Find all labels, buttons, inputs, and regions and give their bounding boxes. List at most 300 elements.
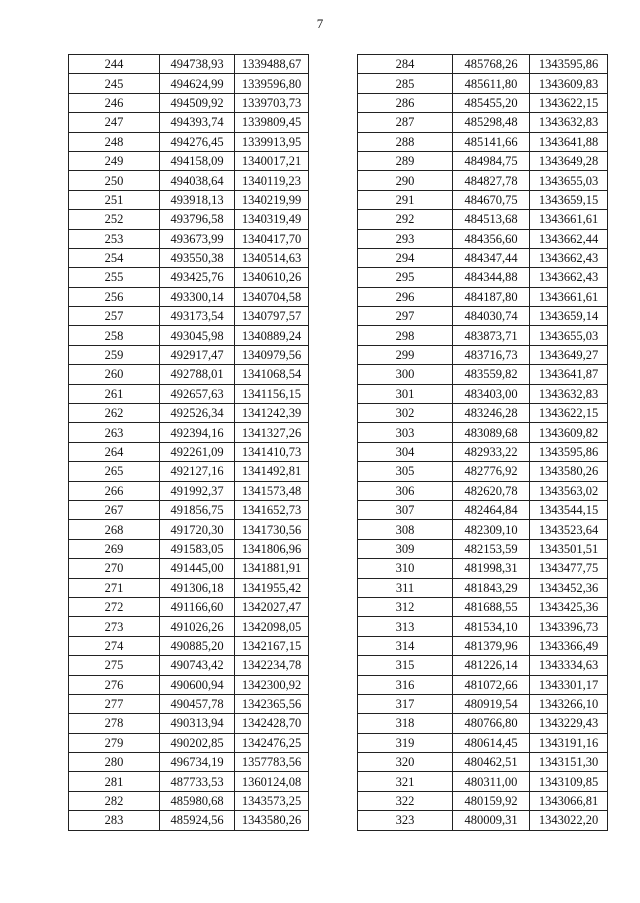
x-coordinate-cell: 491445,00	[160, 559, 235, 578]
table-row	[358, 714, 608, 733]
point-number-cell: 308	[358, 520, 453, 539]
x-coordinate-cell: 484827,78	[453, 171, 530, 190]
table-row	[358, 307, 608, 326]
x-coordinate-cell: 494624,99	[160, 74, 235, 93]
table-row	[69, 442, 309, 461]
y-coordinate-cell: 1341573,48	[235, 481, 309, 500]
x-coordinate-cell: 484187,80	[453, 287, 530, 306]
x-coordinate-cell: 481688,55	[453, 597, 530, 616]
table-row	[69, 772, 309, 791]
table-row	[69, 326, 309, 345]
table-row	[358, 636, 608, 655]
x-coordinate-cell: 483716,73	[453, 345, 530, 364]
table-row	[69, 113, 309, 132]
y-coordinate-cell: 1343301,17	[530, 675, 608, 694]
x-coordinate-cell: 492788,01	[160, 365, 235, 384]
y-coordinate-cell: 1341955,42	[235, 578, 309, 597]
table-row	[69, 151, 309, 170]
table-row	[69, 210, 309, 229]
table-row	[358, 190, 608, 209]
point-number-cell: 251	[69, 190, 160, 209]
table-row	[69, 365, 309, 384]
y-coordinate-cell: 1340797,57	[235, 307, 309, 326]
y-coordinate-cell: 1343609,82	[530, 423, 608, 442]
x-coordinate-cell: 485455,20	[453, 93, 530, 112]
table-row	[69, 171, 309, 190]
table-row	[69, 404, 309, 423]
x-coordinate-cell: 491720,30	[160, 520, 235, 539]
x-coordinate-cell: 492657,63	[160, 384, 235, 403]
y-coordinate-cell: 1343229,43	[530, 714, 608, 733]
table-row	[69, 462, 309, 481]
y-coordinate-cell: 1339913,95	[235, 132, 309, 151]
y-coordinate-cell: 1343595,86	[530, 55, 608, 74]
point-number-cell: 322	[358, 791, 453, 810]
x-coordinate-cell: 494038,64	[160, 171, 235, 190]
table-row	[69, 578, 309, 597]
point-number-cell: 286	[358, 93, 453, 112]
y-coordinate-cell: 1339596,80	[235, 74, 309, 93]
x-coordinate-cell: 482309,10	[453, 520, 530, 539]
x-coordinate-cell: 483559,82	[453, 365, 530, 384]
table-row	[358, 93, 608, 112]
table-row	[358, 248, 608, 267]
point-number-cell: 312	[358, 597, 453, 616]
x-coordinate-cell: 493300,14	[160, 287, 235, 306]
x-coordinate-cell: 485980,68	[160, 791, 235, 810]
point-number-cell: 268	[69, 520, 160, 539]
table-row	[69, 481, 309, 500]
table-row	[69, 307, 309, 326]
x-coordinate-cell: 487733,53	[160, 772, 235, 791]
y-coordinate-cell: 1357783,56	[235, 753, 309, 772]
y-coordinate-cell: 1343022,20	[530, 811, 608, 830]
point-number-cell: 309	[358, 539, 453, 558]
coordinates-table-right	[357, 54, 608, 831]
y-coordinate-cell: 1340610,26	[235, 268, 309, 287]
table-row	[358, 384, 608, 403]
y-coordinate-cell: 1341156,15	[235, 384, 309, 403]
point-number-cell: 274	[69, 636, 160, 655]
point-number-cell: 288	[358, 132, 453, 151]
point-number-cell: 260	[69, 365, 160, 384]
x-coordinate-cell: 493673,99	[160, 229, 235, 248]
point-number-cell: 306	[358, 481, 453, 500]
table-row	[358, 74, 608, 93]
y-coordinate-cell: 1343622,15	[530, 404, 608, 423]
y-coordinate-cell: 1343563,02	[530, 481, 608, 500]
point-number-cell: 275	[69, 656, 160, 675]
y-coordinate-cell: 1342428,70	[235, 714, 309, 733]
table-row	[69, 268, 309, 287]
y-coordinate-cell: 1343655,03	[530, 326, 608, 345]
x-coordinate-cell: 485141,66	[453, 132, 530, 151]
x-coordinate-cell: 493550,38	[160, 248, 235, 267]
y-coordinate-cell: 1343501,51	[530, 539, 608, 558]
x-coordinate-cell: 481226,14	[453, 656, 530, 675]
point-number-cell: 246	[69, 93, 160, 112]
y-coordinate-cell: 1343661,61	[530, 210, 608, 229]
point-number-cell: 255	[69, 268, 160, 287]
y-coordinate-cell: 1340979,56	[235, 345, 309, 364]
y-coordinate-cell: 1341492,81	[235, 462, 309, 481]
x-coordinate-cell: 492917,47	[160, 345, 235, 364]
table-row	[69, 384, 309, 403]
table-row	[358, 229, 608, 248]
x-coordinate-cell: 483403,00	[453, 384, 530, 403]
y-coordinate-cell: 1342476,25	[235, 733, 309, 752]
table-row	[69, 714, 309, 733]
point-number-cell: 307	[358, 500, 453, 519]
table-row	[69, 520, 309, 539]
table-row	[69, 190, 309, 209]
table-row	[358, 811, 608, 830]
y-coordinate-cell: 1343649,27	[530, 345, 608, 364]
table-row	[358, 132, 608, 151]
y-coordinate-cell: 1343151,30	[530, 753, 608, 772]
y-coordinate-cell: 1343641,88	[530, 132, 608, 151]
point-number-cell: 249	[69, 151, 160, 170]
y-coordinate-cell: 1343649,28	[530, 151, 608, 170]
coordinates-table-left	[68, 54, 309, 831]
x-coordinate-cell: 490743,42	[160, 656, 235, 675]
x-coordinate-cell: 490457,78	[160, 694, 235, 713]
y-coordinate-cell: 1343659,15	[530, 190, 608, 209]
point-number-cell: 290	[358, 171, 453, 190]
y-coordinate-cell: 1343595,86	[530, 442, 608, 461]
table-row	[358, 326, 608, 345]
point-number-cell: 283	[69, 811, 160, 830]
point-number-cell: 319	[358, 733, 453, 752]
x-coordinate-cell: 481534,10	[453, 617, 530, 636]
point-number-cell: 262	[69, 404, 160, 423]
x-coordinate-cell: 484347,44	[453, 248, 530, 267]
point-number-cell: 256	[69, 287, 160, 306]
x-coordinate-cell: 485611,80	[453, 74, 530, 93]
table-row	[358, 539, 608, 558]
x-coordinate-cell: 482153,59	[453, 539, 530, 558]
table-row	[69, 55, 309, 74]
y-coordinate-cell: 1339488,67	[235, 55, 309, 74]
table-row	[69, 791, 309, 810]
table-row	[358, 210, 608, 229]
point-number-cell: 300	[358, 365, 453, 384]
point-number-cell: 289	[358, 151, 453, 170]
table-row	[358, 500, 608, 519]
table-row	[358, 442, 608, 461]
point-number-cell: 310	[358, 559, 453, 578]
table-row	[358, 694, 608, 713]
point-number-cell: 284	[358, 55, 453, 74]
y-coordinate-cell: 1342098,05	[235, 617, 309, 636]
table-row	[358, 55, 608, 74]
point-number-cell: 264	[69, 442, 160, 461]
table-row	[69, 753, 309, 772]
point-number-cell: 320	[358, 753, 453, 772]
y-coordinate-cell: 1343659,14	[530, 307, 608, 326]
x-coordinate-cell: 490600,94	[160, 675, 235, 694]
table-row	[69, 287, 309, 306]
y-coordinate-cell: 1343661,61	[530, 287, 608, 306]
point-number-cell: 259	[69, 345, 160, 364]
point-number-cell: 301	[358, 384, 453, 403]
y-coordinate-cell: 1343609,83	[530, 74, 608, 93]
x-coordinate-cell: 493918,13	[160, 190, 235, 209]
point-number-cell: 245	[69, 74, 160, 93]
table-row	[69, 93, 309, 112]
y-coordinate-cell: 1341410,73	[235, 442, 309, 461]
y-coordinate-cell: 1343452,36	[530, 578, 608, 597]
x-coordinate-cell: 480311,00	[453, 772, 530, 791]
point-number-cell: 295	[358, 268, 453, 287]
table-row	[358, 365, 608, 384]
point-number-cell: 305	[358, 462, 453, 481]
coordinates-table-body	[358, 55, 608, 831]
x-coordinate-cell: 482464,84	[453, 500, 530, 519]
y-coordinate-cell: 1343366,49	[530, 636, 608, 655]
x-coordinate-cell: 482933,22	[453, 442, 530, 461]
y-coordinate-cell: 1341242,39	[235, 404, 309, 423]
table-row	[358, 345, 608, 364]
table-row	[69, 597, 309, 616]
point-number-cell: 265	[69, 462, 160, 481]
x-coordinate-cell: 484513,68	[453, 210, 530, 229]
y-coordinate-cell: 1343632,83	[530, 113, 608, 132]
x-coordinate-cell: 494738,93	[160, 55, 235, 74]
point-number-cell: 270	[69, 559, 160, 578]
point-number-cell: 273	[69, 617, 160, 636]
point-number-cell: 311	[358, 578, 453, 597]
point-number-cell: 266	[69, 481, 160, 500]
x-coordinate-cell: 491583,05	[160, 539, 235, 558]
point-number-cell: 303	[358, 423, 453, 442]
table-row	[69, 656, 309, 675]
y-coordinate-cell: 1343544,15	[530, 500, 608, 519]
y-coordinate-cell: 1343662,44	[530, 229, 608, 248]
y-coordinate-cell: 1340119,23	[235, 171, 309, 190]
y-coordinate-cell: 1340219,99	[235, 190, 309, 209]
table-row	[69, 500, 309, 519]
point-number-cell: 261	[69, 384, 160, 403]
y-coordinate-cell: 1341068,54	[235, 365, 309, 384]
point-number-cell: 315	[358, 656, 453, 675]
table-row	[69, 675, 309, 694]
x-coordinate-cell: 484030,74	[453, 307, 530, 326]
x-coordinate-cell: 485924,56	[160, 811, 235, 830]
y-coordinate-cell: 1341881,91	[235, 559, 309, 578]
x-coordinate-cell: 480462,51	[453, 753, 530, 772]
point-number-cell: 278	[69, 714, 160, 733]
point-number-cell: 282	[69, 791, 160, 810]
x-coordinate-cell: 491166,60	[160, 597, 235, 616]
y-coordinate-cell: 1343425,36	[530, 597, 608, 616]
y-coordinate-cell: 1341730,56	[235, 520, 309, 539]
y-coordinate-cell: 1339809,45	[235, 113, 309, 132]
y-coordinate-cell: 1343396,73	[530, 617, 608, 636]
table-row	[358, 597, 608, 616]
table-row	[69, 636, 309, 655]
x-coordinate-cell: 493425,76	[160, 268, 235, 287]
x-coordinate-cell: 490313,94	[160, 714, 235, 733]
y-coordinate-cell: 1360124,08	[235, 772, 309, 791]
y-coordinate-cell: 1343632,83	[530, 384, 608, 403]
y-coordinate-cell: 1343109,85	[530, 772, 608, 791]
y-coordinate-cell: 1343655,03	[530, 171, 608, 190]
table-row	[358, 151, 608, 170]
y-coordinate-cell: 1343266,10	[530, 694, 608, 713]
table-row	[358, 617, 608, 636]
y-coordinate-cell: 1339703,73	[235, 93, 309, 112]
x-coordinate-cell: 482776,92	[453, 462, 530, 481]
x-coordinate-cell: 483246,28	[453, 404, 530, 423]
y-coordinate-cell: 1343622,15	[530, 93, 608, 112]
table-row	[69, 423, 309, 442]
x-coordinate-cell: 483089,68	[453, 423, 530, 442]
table-row	[69, 559, 309, 578]
point-number-cell: 257	[69, 307, 160, 326]
x-coordinate-cell: 492394,16	[160, 423, 235, 442]
y-coordinate-cell: 1343191,16	[530, 733, 608, 752]
x-coordinate-cell: 485298,48	[453, 113, 530, 132]
y-coordinate-cell: 1342300,92	[235, 675, 309, 694]
y-coordinate-cell: 1340319,49	[235, 210, 309, 229]
table-row	[69, 345, 309, 364]
table-row	[69, 74, 309, 93]
table-row	[69, 617, 309, 636]
y-coordinate-cell: 1343580,26	[530, 462, 608, 481]
x-coordinate-cell: 481843,29	[453, 578, 530, 597]
point-number-cell: 287	[358, 113, 453, 132]
table-row	[69, 248, 309, 267]
point-number-cell: 297	[358, 307, 453, 326]
point-number-cell: 294	[358, 248, 453, 267]
x-coordinate-cell: 490202,85	[160, 733, 235, 752]
table-row	[358, 772, 608, 791]
table-row	[358, 287, 608, 306]
table-row	[358, 753, 608, 772]
x-coordinate-cell: 496734,19	[160, 753, 235, 772]
x-coordinate-cell: 494276,45	[160, 132, 235, 151]
y-coordinate-cell: 1343477,75	[530, 559, 608, 578]
point-number-cell: 318	[358, 714, 453, 733]
table-row	[69, 539, 309, 558]
point-number-cell: 272	[69, 597, 160, 616]
table-row	[69, 229, 309, 248]
point-number-cell: 292	[358, 210, 453, 229]
y-coordinate-cell: 1343523,64	[530, 520, 608, 539]
x-coordinate-cell: 480159,92	[453, 791, 530, 810]
point-number-cell: 280	[69, 753, 160, 772]
table-row	[69, 694, 309, 713]
y-coordinate-cell: 1341652,73	[235, 500, 309, 519]
x-coordinate-cell: 485768,26	[453, 55, 530, 74]
x-coordinate-cell: 483873,71	[453, 326, 530, 345]
point-number-cell: 248	[69, 132, 160, 151]
y-coordinate-cell: 1343662,43	[530, 268, 608, 287]
point-number-cell: 247	[69, 113, 160, 132]
y-coordinate-cell: 1343641,87	[530, 365, 608, 384]
table-row	[358, 559, 608, 578]
point-number-cell: 316	[358, 675, 453, 694]
y-coordinate-cell: 1340514,63	[235, 248, 309, 267]
x-coordinate-cell: 481072,66	[453, 675, 530, 694]
point-number-cell: 271	[69, 578, 160, 597]
table-row	[358, 520, 608, 539]
point-number-cell: 258	[69, 326, 160, 345]
point-number-cell: 250	[69, 171, 160, 190]
table-row	[358, 462, 608, 481]
point-number-cell: 285	[358, 74, 453, 93]
table-row	[69, 132, 309, 151]
table-row	[358, 481, 608, 500]
point-number-cell: 254	[69, 248, 160, 267]
x-coordinate-cell: 491306,18	[160, 578, 235, 597]
x-coordinate-cell: 484984,75	[453, 151, 530, 170]
point-number-cell: 323	[358, 811, 453, 830]
y-coordinate-cell: 1343662,43	[530, 248, 608, 267]
table-row	[358, 791, 608, 810]
x-coordinate-cell: 480009,31	[453, 811, 530, 830]
x-coordinate-cell: 484344,88	[453, 268, 530, 287]
x-coordinate-cell: 494393,74	[160, 113, 235, 132]
y-coordinate-cell: 1343066,81	[530, 791, 608, 810]
table-row	[358, 656, 608, 675]
point-number-cell: 296	[358, 287, 453, 306]
y-coordinate-cell: 1340704,58	[235, 287, 309, 306]
table-row	[69, 733, 309, 752]
point-number-cell: 269	[69, 539, 160, 558]
point-number-cell: 276	[69, 675, 160, 694]
x-coordinate-cell: 480919,54	[453, 694, 530, 713]
x-coordinate-cell: 492261,09	[160, 442, 235, 461]
point-number-cell: 263	[69, 423, 160, 442]
point-number-cell: 279	[69, 733, 160, 752]
x-coordinate-cell: 494158,09	[160, 151, 235, 170]
x-coordinate-cell: 493796,58	[160, 210, 235, 229]
x-coordinate-cell: 481379,96	[453, 636, 530, 655]
x-coordinate-cell: 492127,16	[160, 462, 235, 481]
x-coordinate-cell: 484670,75	[453, 190, 530, 209]
table-row	[358, 423, 608, 442]
x-coordinate-cell: 494509,92	[160, 93, 235, 112]
x-coordinate-cell: 493173,54	[160, 307, 235, 326]
y-coordinate-cell: 1343573,25	[235, 791, 309, 810]
x-coordinate-cell: 491856,75	[160, 500, 235, 519]
point-number-cell: 277	[69, 694, 160, 713]
x-coordinate-cell: 493045,98	[160, 326, 235, 345]
y-coordinate-cell: 1343334,63	[530, 656, 608, 675]
point-number-cell: 314	[358, 636, 453, 655]
x-coordinate-cell: 491992,37	[160, 481, 235, 500]
y-coordinate-cell: 1340889,24	[235, 326, 309, 345]
x-coordinate-cell: 482620,78	[453, 481, 530, 500]
x-coordinate-cell: 480766,80	[453, 714, 530, 733]
table-row	[358, 404, 608, 423]
x-coordinate-cell: 481998,31	[453, 559, 530, 578]
point-number-cell: 291	[358, 190, 453, 209]
y-coordinate-cell: 1342234,78	[235, 656, 309, 675]
point-number-cell: 253	[69, 229, 160, 248]
y-coordinate-cell: 1342167,15	[235, 636, 309, 655]
x-coordinate-cell: 491026,26	[160, 617, 235, 636]
point-number-cell: 317	[358, 694, 453, 713]
coordinates-table-body	[69, 55, 309, 831]
table-row	[358, 171, 608, 190]
y-coordinate-cell: 1342365,56	[235, 694, 309, 713]
point-number-cell: 281	[69, 772, 160, 791]
table-row	[358, 578, 608, 597]
point-number-cell: 299	[358, 345, 453, 364]
